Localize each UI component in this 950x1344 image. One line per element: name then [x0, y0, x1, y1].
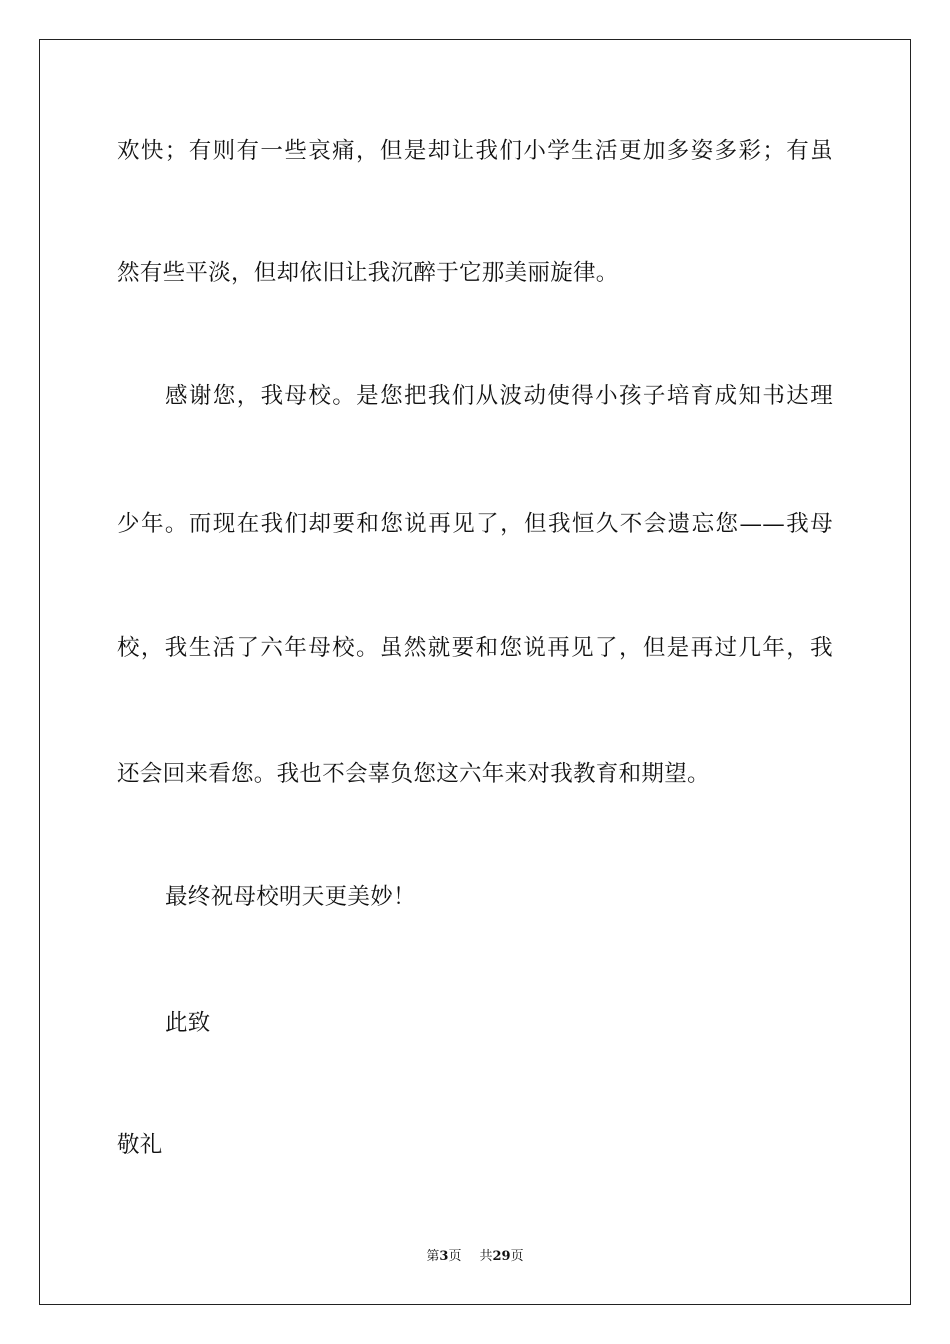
salutation-cizhi: 此致 [165, 1010, 211, 1036]
text-line-5: 校，我生活了六年母校。虽然就要和您说再见了，但是再过几年，我 [117, 635, 833, 661]
salutation-jingli: 敬礼 [117, 1132, 163, 1158]
page-footer [0, 1248, 950, 1266]
footer-page-suffix: 页 [448, 1249, 462, 1264]
text-line-4: 少年。而现在我们却要和您说再见了，但我恒久不会遗忘您——我母 [117, 511, 833, 537]
text-line-1: 欢快；有则有一些哀痛，但是却让我们小学生活更加多姿多彩；有虽 [117, 138, 833, 164]
closing-wish: 最终祝母校明天更美妙！ [165, 884, 416, 910]
text-line-3: 感谢您，我母校。是您把我们从波动使得小孩子培育成知书达理 [165, 383, 833, 409]
footer-page-prefix: 第 [426, 1249, 440, 1264]
footer-total-suffix: 页 [510, 1249, 524, 1264]
text-line-2: 然有些平淡，但却依旧让我沉醉于它那美丽旋律。 [117, 260, 619, 286]
footer-total-prefix: 共 [479, 1249, 493, 1264]
text-line-6: 还会回来看您。我也不会辜负您这六年来对我教育和期望。 [117, 761, 710, 787]
footer-total-pages: 29 [492, 1249, 511, 1264]
footer-page-number: 3 [439, 1249, 449, 1264]
page-border [39, 39, 911, 1305]
